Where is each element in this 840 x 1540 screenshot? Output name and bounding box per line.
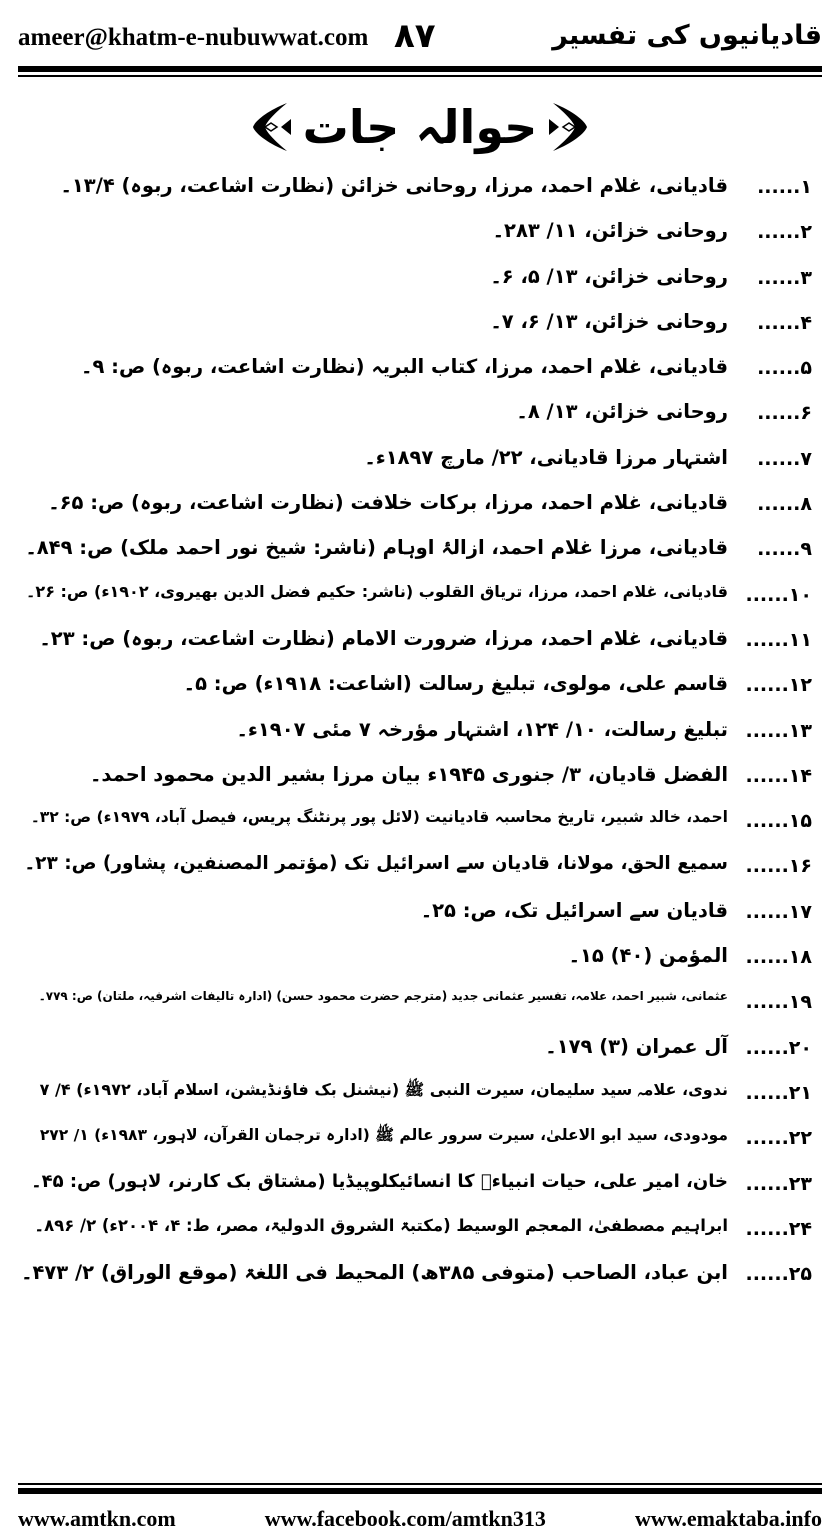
reference-text: قادیانی، غلام احمد، مرزا، تریاق القلوب (ناشر: حکیم فضل الدین بھیروی، ۱۹۰۲ء) ص: ۲۶۔	[26, 581, 728, 601]
reference-text: الفضل قادیان، ۳/ جنوری ۱۹۴۵ء بیان مرزا بشیر الدین محمود احمد۔	[90, 762, 728, 786]
reference-number: ۲۲......	[745, 1127, 812, 1150]
reference-number: ۱۴......	[745, 764, 812, 787]
reference-item	[20, 349, 812, 394]
reference-text: اشتہار مرزا قادیانی، ۲۲/ مارچ ۱۸۹۷ء۔	[364, 445, 728, 469]
right-ornament-icon	[547, 97, 593, 157]
reference-item	[20, 893, 812, 938]
reference-number: ۱۵......	[745, 810, 812, 833]
reference-list	[20, 168, 812, 1300]
reference-item	[20, 757, 812, 802]
reference-text: روحانی خزائن، ۱۳/ ۵، ۶۔	[490, 264, 728, 288]
reference-item	[20, 304, 812, 349]
reference-text: سمیع الحق، مولانا، قادیان سے اسرائیل تک (مؤتمر المصنفین، پشاور) ص: ۲۳۔	[24, 853, 728, 875]
reference-number: ۲۳......	[745, 1172, 812, 1195]
page-header	[18, 16, 822, 60]
reference-number: ۱......	[757, 176, 812, 198]
reference-item	[20, 666, 812, 711]
reference-text: روحانی خزائن، ۱۳/ ۸۔	[516, 400, 728, 424]
reference-text: خان، امیر علی، حیات انبیاءؑ کا انسائیکلوپیڈیا (مشتاق بک کارنر، لاہور) ص: ۴۵۔	[31, 1170, 728, 1192]
reference-number: ۱۲......	[745, 674, 812, 697]
footer-link-facebook[interactable]: www.facebook.com/amtkn313	[264, 1506, 546, 1531]
reference-item	[20, 1029, 812, 1074]
reference-text: قادیانی، غلام احمد، مرزا، روحانی خزائن (نظارت اشاعت، ربوہ) ۱۳/۴۔	[60, 174, 728, 197]
reference-text: المؤمن (۴۰) ۱۵۔	[568, 944, 728, 968]
reference-text: قادیانی، غلام احمد، مرزا، برکات خلافت (نظارت اشاعت، ربوہ) ص: ۶۵۔	[48, 491, 728, 515]
reference-number: ۷......	[757, 447, 812, 470]
reference-number: ۲۴......	[745, 1217, 812, 1240]
reference-number: ۳......	[757, 266, 812, 289]
reference-item	[20, 1165, 812, 1210]
book-title: قادیانیوں کی تفسیر	[552, 20, 822, 51]
reference-text: روحانی خزائن، ۱۱/ ۲۸۳۔	[492, 219, 728, 243]
reference-item	[20, 440, 812, 485]
footer-rule-thin	[18, 1483, 822, 1485]
reference-number: ۴......	[757, 311, 812, 334]
reference-item	[20, 847, 812, 892]
reference-number: ۶......	[757, 402, 812, 425]
reference-item	[20, 485, 812, 530]
reference-item	[20, 1210, 812, 1255]
reference-number: ۵......	[757, 357, 812, 380]
reference-number: ۹......	[757, 538, 812, 561]
page-footer	[18, 1504, 822, 1534]
section-heading	[0, 92, 840, 162]
heading-title: حوالہ جات	[302, 100, 538, 154]
header-rule-thick	[18, 66, 822, 72]
reference-number: ۱۶......	[745, 855, 812, 878]
reference-text: قادیانی، غلام احمد، مرزا، کتاب البریہ (نظارت اشاعت، ربوہ) ص: ۹۔	[81, 355, 728, 379]
reference-item	[20, 576, 812, 621]
reference-number: ۲۵......	[745, 1263, 812, 1286]
reference-item	[20, 938, 812, 983]
reference-item	[20, 802, 812, 847]
reference-number: ۱۳......	[745, 719, 812, 742]
reference-number: ۱۹......	[745, 991, 812, 1014]
left-ornament-icon	[247, 97, 293, 157]
page-number: ۸۷	[394, 16, 436, 56]
header-email: ameer@khatm-e-nubuwwat.com	[18, 24, 369, 51]
reference-text: مودودی، سید ابو الاعلیٰ، سیرت سرور عالم ﷺ (ادارہ ترجمان القرآن، لاہور، ۱۹۸۳ء) ۱/ ۲۷۲	[39, 1126, 728, 1145]
reference-text: تبلیغ رسالت، ۱۰/ ۱۲۴، اشتہار مؤرخہ ۷ مئی ۱۹۰۷ء۔	[236, 717, 728, 741]
reference-number: ۱۸......	[745, 946, 812, 969]
reference-number: ۱۷......	[745, 900, 812, 923]
reference-item	[20, 1255, 812, 1300]
reference-item	[20, 530, 812, 575]
reference-text: قادیان سے اسرائیل تک، ص: ۲۵۔	[420, 898, 728, 922]
reference-text: احمد، خالد شبیر، تاریخ محاسبہ قادیانیت (لائل پور پرنٹنگ پریس، فیصل آباد، ۱۹۷۹ء) ص: ۳۲۔	[30, 808, 728, 827]
reference-item	[20, 621, 812, 666]
footer-rule-thick	[18, 1488, 822, 1494]
reference-number: ۲......	[757, 221, 812, 244]
reference-number: ۸......	[757, 493, 812, 516]
footer-link-amtkn[interactable]: www.amtkn.com	[18, 1506, 176, 1531]
reference-number: ۱۰......	[745, 583, 812, 606]
reference-item	[20, 1074, 812, 1119]
reference-text: آل عمران (۳) ۱۷۹۔	[545, 1034, 728, 1058]
reference-text: ندوی، علامہ سید سلیمان، سیرت النبی ﷺ (نیشنل بک فاؤنڈیشن، اسلام آباد، ۱۹۷۲ء) ۴/ ۷	[39, 1079, 728, 1099]
reference-text: ابن عباد، الصاحب (متوفی ۳۸۵ھ) المحیط فی اللغۃ (موقع الوراق) ۲/ ۴۷۳۔	[21, 1261, 728, 1285]
footer-link-emaktaba[interactable]: www.emaktaba.info	[634, 1506, 822, 1531]
reference-number: ۲۱......	[745, 1081, 812, 1104]
reference-item	[20, 983, 812, 1028]
reference-item	[20, 1119, 812, 1164]
reference-item	[20, 712, 812, 757]
reference-text: قاسم علی، مولوی، تبلیغ رسالت (اشاعت: ۱۹۱۸ء) ص: ۵۔	[183, 672, 728, 696]
reference-item	[20, 213, 812, 258]
reference-text: روحانی خزائن، ۱۳/ ۶، ۷۔	[490, 309, 728, 333]
reference-text: قادیانی، غلام احمد، مرزا، ضرورت الامام (نظارت اشاعت، ربوہ) ص: ۲۳۔	[39, 626, 728, 650]
reference-text: ابراہیم مصطفیٰ، المعجم الوسیط (مکتبۃ الشروق الدولیۃ، مصر، ط: ۴، ۲۰۰۴ء) ۲/ ۸۹۶۔	[34, 1215, 728, 1235]
reference-item	[20, 168, 812, 213]
reference-text: عثمانی، شبیر احمد، علامہ، تفسیر عثمانی جدید (مترجم حضرت محمود حسن) (ادارہ تالیفات اشرفیہ، ملتان) ص: ۷۷۹۔	[38, 989, 728, 1004]
reference-number: ۲۰......	[745, 1036, 812, 1059]
reference-item	[20, 394, 812, 439]
reference-number: ۱۱......	[745, 628, 812, 651]
reference-item	[20, 259, 812, 304]
header-rule-thin	[18, 75, 822, 77]
reference-text: قادیانی، مرزا غلام احمد، ازالۂ اوہام (ناشر: شیخ نور احمد ملک) ص: ۸۴۹۔	[25, 536, 728, 560]
